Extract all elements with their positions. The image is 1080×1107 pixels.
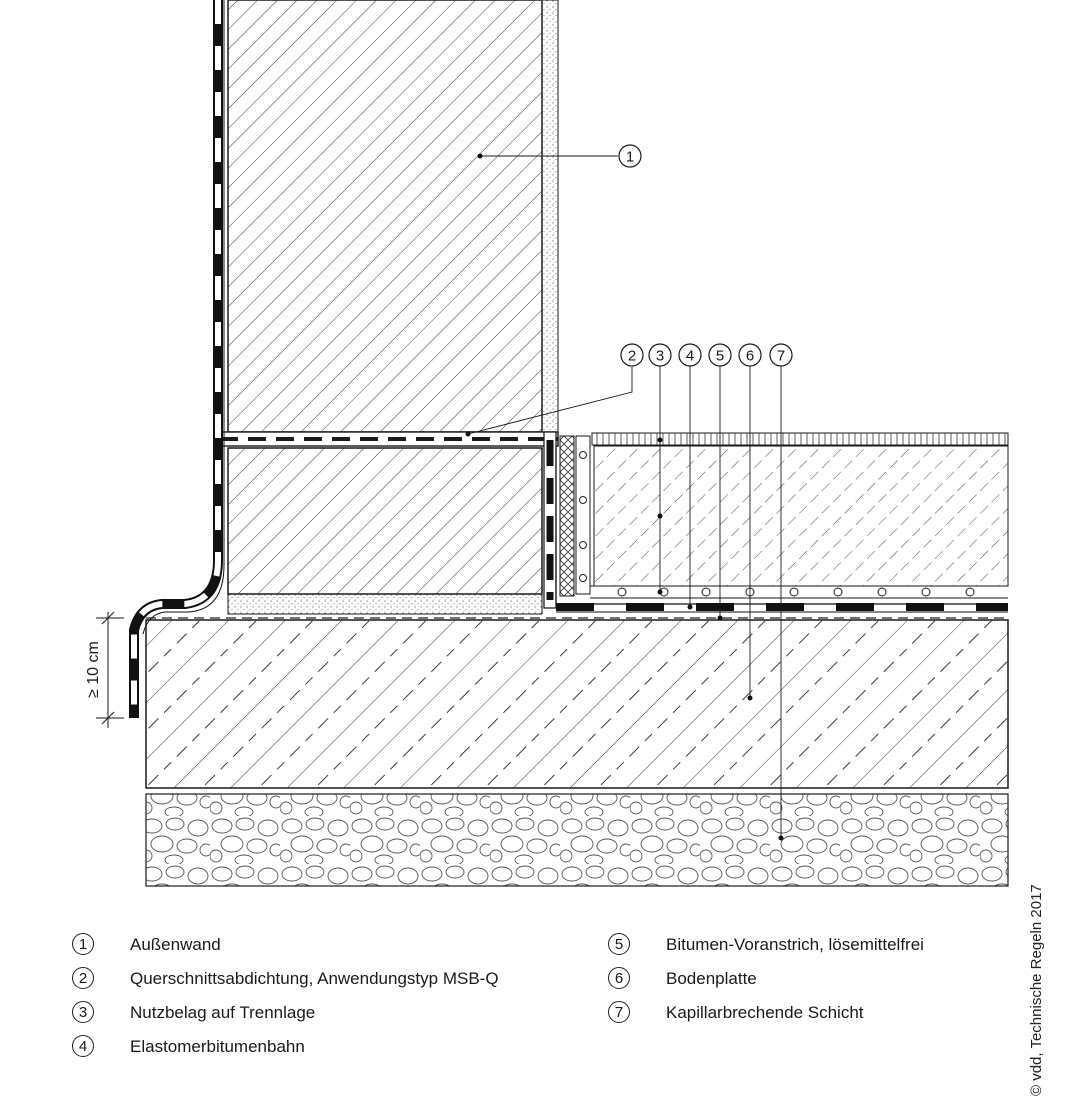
legend-label: Kapillarbrechende Schicht <box>666 1003 864 1022</box>
legend-label: Außenwand <box>130 935 221 954</box>
callout-7 <box>770 344 792 366</box>
legend-number: 7 <box>608 1001 630 1023</box>
svg-text:5: 5 <box>715 347 725 365</box>
legend-label: Elastomerbitumenbahn <box>130 1037 305 1056</box>
svg-text:6: 6 <box>745 347 755 365</box>
callout-5 <box>709 344 731 366</box>
outer-wall <box>228 0 558 432</box>
svg-text:1: 1 <box>625 148 635 166</box>
copyright-notice: © vdd, Technische Regeln 2017 <box>1028 884 1045 1096</box>
legend-number: 4 <box>72 1035 94 1057</box>
elastomer-bitumen-membrane <box>556 607 1008 612</box>
legend-number: 2 <box>72 967 94 989</box>
callout-4 <box>679 344 701 366</box>
legend-label: Bitumen-Voranstrich, lösemittelfrei <box>666 935 924 954</box>
svg-text:7: 7 <box>776 347 786 365</box>
svg-text:4: 4 <box>685 347 695 365</box>
wearing-surface <box>576 433 1008 598</box>
legend-label: Querschnittsabdichtung, Anwendungstyp MSB-Q <box>130 969 499 988</box>
svg-text:3: 3 <box>655 347 665 365</box>
legend-number: 3 <box>72 1001 94 1023</box>
cross-section-sealing <box>220 432 558 446</box>
legend-number: 6 <box>608 967 630 989</box>
lower-wall-course <box>228 448 542 614</box>
edge-insulation-strip <box>560 436 574 596</box>
legend-label: Bodenplatte <box>666 969 757 988</box>
legend-number: 1 <box>72 933 94 955</box>
floor-slab <box>146 618 1008 788</box>
dimension-label: ≥ 10 cm <box>85 641 102 698</box>
exterior-waterproofing <box>134 0 224 718</box>
callout-3 <box>649 344 671 366</box>
legend-label: Nutzbelag auf Trennlage <box>130 1003 316 1022</box>
svg-text:2: 2 <box>627 347 637 365</box>
capillary-breaking-layer <box>146 794 1008 886</box>
callout-6 <box>739 344 761 366</box>
callout-2 <box>621 344 643 366</box>
legend-number: 5 <box>608 933 630 955</box>
callout-1 <box>619 145 641 167</box>
